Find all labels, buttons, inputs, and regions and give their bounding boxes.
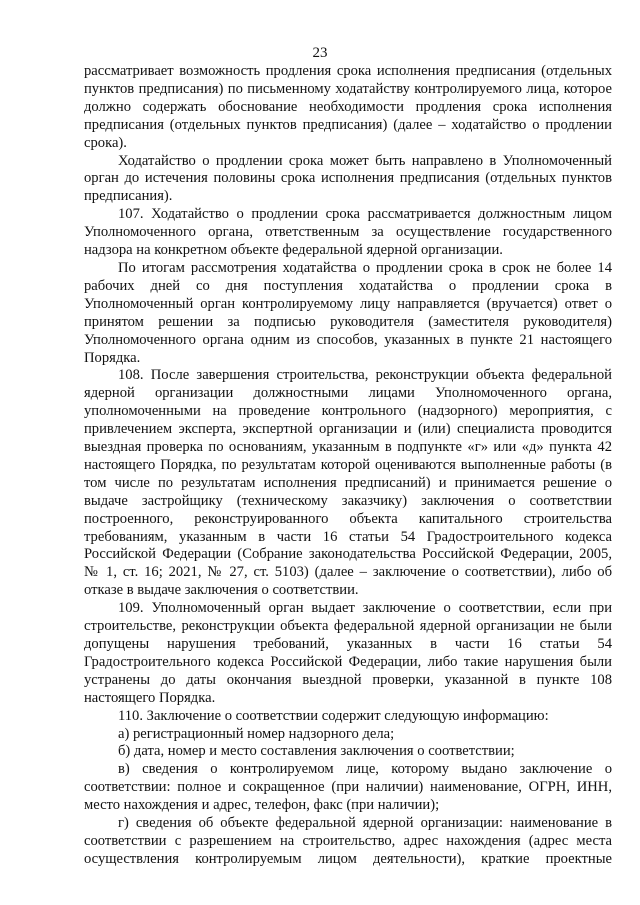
paragraph-110-a: а) регистрационный номер надзорного дела; xyxy=(118,725,395,742)
paragraph-107: 107. Ходатайство о продлении срока рассматривается должностным лицом Уполномоченного органа, ответственным за осуществление государственного надзора на конкретном объекте федеральной ядерной организации. xyxy=(84,206,612,259)
document-body xyxy=(84,63,612,869)
paragraph-110: 110. Заключение о соответствии содержит следующую информацию: xyxy=(118,707,549,724)
paragraph-110-d: г) сведения об объекте федеральной ядерной организации: наименование в соответствии с разрешением на строительство, адрес нахождения (адрес места осуществления контролируемым лицом деятельности), краткие проектные xyxy=(84,815,612,867)
paragraph-109: 109. Уполномоченный орган выдает заключение о соответствии, если при строительстве, реконструкции объекта федеральной ядерной организации не были допущены нарушения требований, указанных в части 16 статьи 54 Градостроительного кодекса Российской Федерации, либо такие нарушения были устранены до даты окончания выездной проверки, указанной в пункте 108 настоящего Порядка. xyxy=(84,600,612,706)
paragraph-110-c: в) сведения о контролируемом лице, которому выдано заключение о соответствии: полное и сокращенное (при наличии) наименование, ОГРН, ИНН, место нахождения и адрес, телефон, факс (при наличии); xyxy=(84,761,612,814)
page-number: 23 xyxy=(312,45,328,61)
paragraph-108: 108. После завершения строительства, реконструкции объекта федеральной ядерной организации должностными лицами Уполномоченного органа, уполномоченными на проведение контрольного (надзорного) мероприятия, с привлечением эксперта, экспертной организации и (или) специалиста проводится выездная проверка по основаниям, указанным в подпункте «г» или «д» пункта 42 настоящего Порядка, по результатам которой оцениваются выполненные работы (в том числе по результатам исполнения предписаний) и принимается решение о выдаче застройщику (техническому заказчику) заключения о соответствии построенного, реконструированного объекта капитального строительства требованиям, указанным в части 16 статьи 54 Градостроительного кодекса Российской Федерации (Собрание законодательства Российской Федерации, 2005, № 1, ст. 16; 2021, № 27, ст. 5103) (далее – заключение о соответствии), либо об отказе в выдаче заключения о соответствии. xyxy=(84,367,612,599)
paragraph-petition-deadline: Ходатайство о продлении срока может быть направлено в Уполномоченный орган до истечения половины срока исполнения предписания (отдельных пунктов предписания). xyxy=(84,152,612,205)
paragraph-110-b: б) дата, номер и место составления заключения о соответствии; xyxy=(118,743,515,760)
paragraph-107-result: По итогам рассмотрения ходатайства о продлении срока в срок не более 14 рабочих дней со дня поступления ходатайства о продлении срока в Уполномоченный орган контролируемому лицу направляется (вручается) ответ о принятом решении за подписью руководителя (заместителя руководителя) Уполномоченного органа одним из способов, указанных в пункте 21 настоящего Порядка. xyxy=(84,259,612,366)
paragraph-cont: рассматривает возможность продления срока исполнения предписания (отдельных пунктов предписания) по письменному ходатайству контролируемого лица, которое должно содержать обоснование необходимости продления срока исполнения предписания (отдельных пунктов предписания) (далее – ходатайство о продлении срока). xyxy=(84,63,612,151)
